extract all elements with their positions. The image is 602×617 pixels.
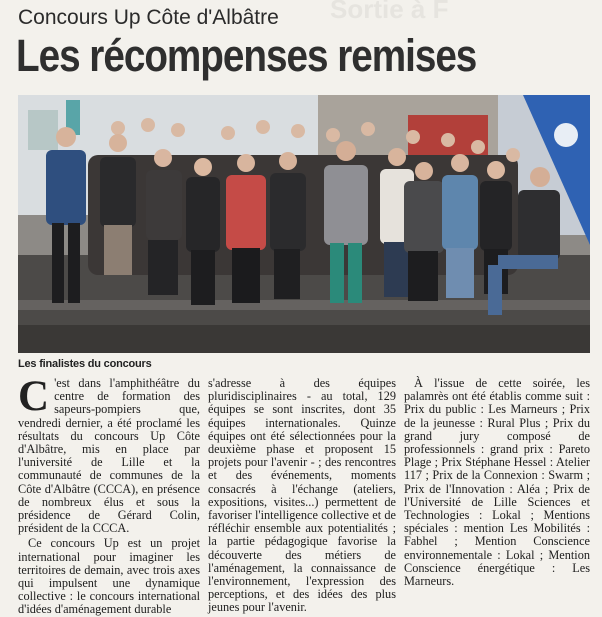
article-paragraph: À l'issue de cette soirée, les palamrès ont été établis comme suit : Prix du public : Les Marneurs ; Prix de la jeunesse : Rural Plus ; Prix du grand jury composé de professionnels : grand prix : Pareto Plage ; Prix Stéphane Hessel : Atelier 117 ; Prix de la Connexion : Swarm ; Prix de l'Innovation : Aléa ; Prix de l'Université de Lille Sciences et Technologies : Lokal ; Mentions spéciales : mention Les Mobilités : Fabhel ; Mention Conscience environnementale : Lokal ; Mention Conscience énergétique : Les Marneurs.: [404, 376, 590, 589]
article-column-2: [208, 377, 396, 615]
article-paragraph: s'adresse à des équipes pluridisciplinaires - au total, 129 équipes se sont inscrites, dont 35 équipes internationales. Quinze équipes ont été sélectionnées pour la deuxième phase et proposent 15 projets pour l'avenir - ; des rencontres et des événements, moments consacrés à l'échange (ateliers, expositions, visites...) permettent de favoriser l'intelligence collective et de réfléchir ensemble aux potentialités ; la partie pédagogique favorise la découverte des métiers de l'aménagement, la connaissance de l'environnement, l'expression des perceptions, et des idées des plus jeunes pour l'avenir.: [208, 376, 396, 615]
paragraph-text: 'est dans l'amphithéâtre du centre de formation des sapeurs-pompiers que, vendredi dernier, a été proclamé les résultats du concours Up Côte d'Albâtre, mis en place par l'université de Lille et la communauté de communes de la Côte d'Albâtre (CCCA), en présence de nombreux élus et sous la présidence de Gérard Colin, président de la CCCA.: [18, 376, 200, 536]
article-photo: [18, 95, 590, 353]
photo-caption: Les finalistes du concours: [18, 358, 152, 370]
group-photo-illustration: [18, 95, 590, 353]
article-headline: Les récompenses remises: [16, 30, 477, 81]
article-paragraph: Ce concours Up est un projet international pour imaginer les territoires de demain, avec trois axes qui impulsent une dynamique collective : le concours international d'idées d'aménagement durable: [18, 536, 200, 617]
drop-cap: C: [18, 373, 50, 420]
article-paragraph: [18, 373, 200, 536]
article-column-3: [404, 377, 590, 588]
article-column-1: [18, 373, 200, 617]
article-kicker: Concours Up Côte d'Albâtre: [18, 6, 279, 29]
previous-article-headline-fragment: Sortie à F: [330, 0, 449, 24]
